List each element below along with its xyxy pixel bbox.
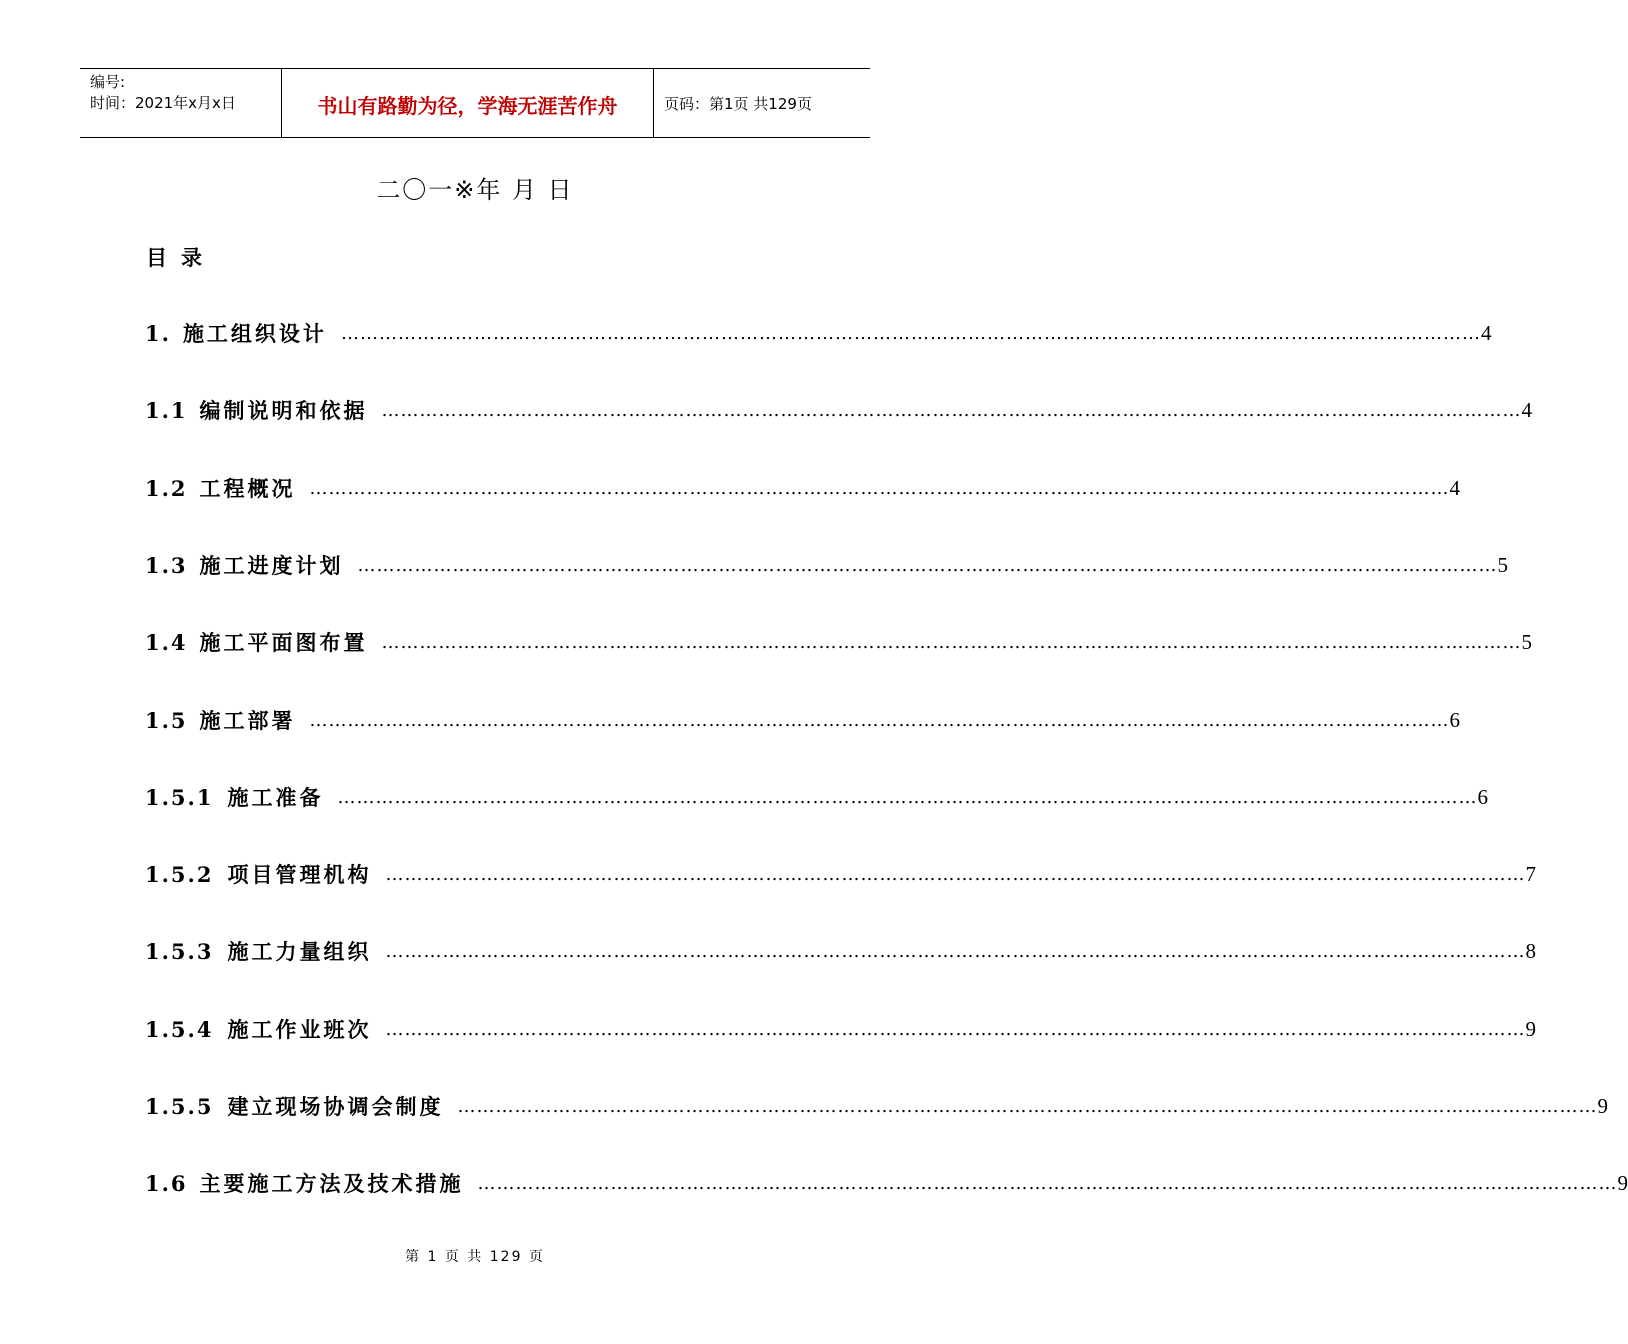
toc-item-title: 施工部署 — [199, 708, 296, 733]
toc-item-title: 施工组织设计 — [182, 321, 327, 346]
toc-item[interactable] — [145, 1091, 1608, 1121]
toc-title: 目录 — [146, 245, 216, 270]
toc-item-leader: ……………………………………………………………………………………………………………………………………………………………… — [385, 940, 1526, 962]
toc-item[interactable] — [145, 627, 1533, 657]
header-motto: 书山有路勤为径，学海无涯苦作舟 — [282, 69, 654, 137]
toc-item-leader: ……………………………………………………………………………………………………………………………………………………………… — [337, 786, 1478, 808]
toc-item-leader: ……………………………………………………………………………………………………………………………………………………………… — [340, 322, 1481, 344]
toc-item[interactable] — [145, 936, 1536, 966]
toc-item-leader: ……………………………………………………………………………………………………………………………………………………………… — [457, 1095, 1598, 1117]
toc-item-number: 1.6 — [145, 1170, 188, 1196]
toc-item-number: 1.5.3 — [145, 938, 214, 964]
toc-item[interactable] — [145, 1168, 1628, 1198]
toc-item-leader: ……………………………………………………………………………………………………………………………………………………………… — [309, 477, 1450, 499]
toc-item-page: 6 — [1449, 707, 1461, 732]
toc-item-title: 编制说明和依据 — [199, 398, 368, 423]
toc-item[interactable] — [145, 705, 1461, 735]
toc-item[interactable] — [145, 859, 1536, 889]
toc-item-leader: ……………………………………………………………………………………………………………………………………………………………… — [477, 1172, 1618, 1194]
toc-item-page: 4 — [1521, 397, 1533, 422]
toc-item-title: 建立现场协调会制度 — [227, 1094, 444, 1119]
date-line: 二〇一※年 月 日 — [376, 176, 574, 204]
toc-item-title: 施工力量组织 — [227, 939, 372, 964]
toc-item-leader: ……………………………………………………………………………………………………………………………………………………………… — [357, 554, 1498, 576]
toc-item-page: 9 — [1597, 1093, 1608, 1118]
time-label: 时间：2021年x月x日 — [90, 94, 236, 112]
toc-item-number: 1.5.5 — [145, 1093, 214, 1119]
toc-item-page: 6 — [1477, 784, 1488, 809]
toc-item-leader: ……………………………………………………………………………………………………………………………………………………………… — [309, 709, 1450, 731]
toc-item[interactable] — [145, 473, 1461, 503]
toc-item-number: 1. — [145, 320, 171, 346]
toc-item-page: 9 — [1617, 1170, 1628, 1195]
toc-item-page: 9 — [1525, 1016, 1536, 1041]
toc-item-number: 1.5.4 — [145, 1016, 214, 1042]
toc-item-page: 4 — [1480, 320, 1492, 345]
toc-item-leader: ……………………………………………………………………………………………………………………………………………………………… — [381, 399, 1522, 421]
document-header — [80, 68, 870, 138]
toc-item-number: 1.5 — [145, 707, 188, 733]
toc-item[interactable] — [145, 550, 1509, 580]
page-footer: 第 1 页 共 129 页 — [405, 1249, 545, 1265]
toc-item[interactable] — [145, 318, 1492, 348]
header-meta — [80, 69, 282, 137]
toc-item-page: 4 — [1449, 475, 1461, 500]
toc-item-number: 1.5.2 — [145, 861, 214, 887]
toc-item-title: 施工作业班次 — [227, 1017, 372, 1042]
toc-item-title: 项目管理机构 — [227, 862, 372, 887]
toc-item-leader: ……………………………………………………………………………………………………………………………………………………………… — [381, 631, 1522, 653]
toc-item-title: 施工准备 — [227, 785, 324, 810]
toc-item-number: 1.4 — [145, 629, 188, 655]
toc-item-title: 施工平面图布置 — [199, 630, 368, 655]
toc-item[interactable] — [145, 395, 1533, 425]
header-page-info: 页码：第1页 共129页 — [664, 94, 812, 113]
toc-item-page: 5 — [1497, 552, 1509, 577]
toc-item-page: 5 — [1521, 629, 1533, 654]
toc-item-number: 1.5.1 — [145, 784, 214, 810]
toc-item-leader: ……………………………………………………………………………………………………………………………………………………………… — [385, 863, 1526, 885]
toc-item-title: 工程概况 — [199, 476, 296, 501]
toc-item-number: 1.3 — [145, 552, 188, 578]
toc-item-number: 1.2 — [145, 475, 188, 501]
toc-item-page: 8 — [1525, 938, 1536, 963]
toc-item-page: 7 — [1525, 861, 1536, 886]
toc-item-title: 主要施工方法及技术措施 — [199, 1171, 464, 1196]
toc-item[interactable] — [145, 1014, 1536, 1044]
number-label: 编号: — [90, 73, 126, 91]
toc-item-title: 施工进度计划 — [199, 553, 344, 578]
toc-item-leader: ……………………………………………………………………………………………………………………………………………………………… — [385, 1018, 1526, 1040]
toc-item[interactable] — [145, 782, 1488, 812]
toc-item-number: 1.1 — [145, 397, 188, 423]
